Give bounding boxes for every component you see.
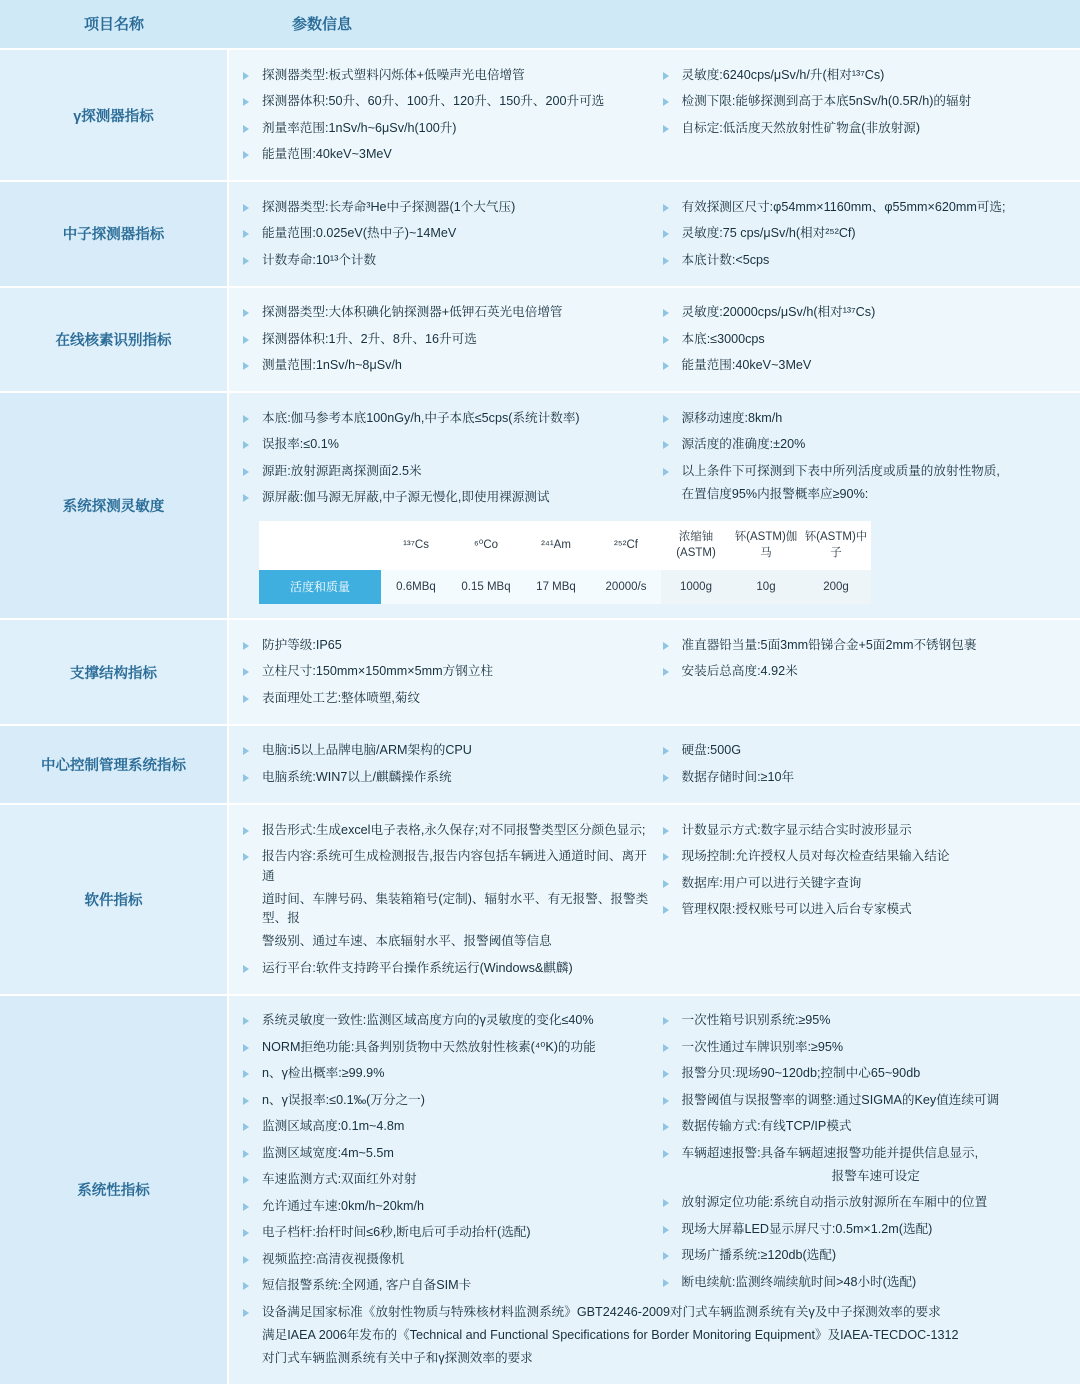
list-item: 以上条件下可探测到下表中所列活度或质量的放射性物质, (681, 463, 1000, 478)
list-item: 源移动速度:8km/h (681, 410, 783, 425)
nuclide-row-label: 同位素或 SNM (259, 521, 381, 570)
list-item: 灵敏度:75 cps/μSv/h(相对²⁵²Cf) (681, 226, 856, 241)
nuclide-head-cf252: ²⁵²Cf (591, 521, 661, 570)
table-row (0, 181, 1080, 287)
category-central-control-system: 中心控制管理系统指标 (0, 725, 228, 804)
list-item: 监测区域宽度:4m~5.5m (262, 1145, 394, 1160)
list-item: 车辆超速报警:具备车辆超速报警功能并提供信息显示, (681, 1145, 979, 1160)
list-item-continuation: 对门式车辆监测系统有关中子和γ探测效率的要求 (262, 1350, 533, 1365)
list-item: 本底:伽马参考本底100nGy/h,中子本底≤5cps(系统计数率) (262, 410, 580, 425)
list-item: 现场广播系统:≥120db(选配) (681, 1248, 837, 1263)
list-item: 短信报警系统:全网通, 客户自备SIM卡 (262, 1278, 472, 1293)
list-item: 源活度的准确度:±20% (681, 437, 806, 452)
list-item: NORM拒绝功能:具备判别货物中天然放射性核素(⁴⁰K)的功能 (262, 1039, 596, 1054)
list-item: 管理权限:授权账号可以进入后台专家模式 (681, 902, 912, 917)
list-item: 设备满足国家标准《放射性物质与特殊核材料监测系统》GBT24246-2009对门式车辆监测系统有关γ及中子探测效率的要求 (262, 1304, 941, 1319)
list-item-continuation: 在置信度95%内报警概率应≥90%: (681, 486, 869, 501)
nuclide-head-pu-gamma: 钚(ASTM)伽马 (731, 521, 801, 570)
nuclide-head-am241: ²⁴¹Am (521, 521, 591, 570)
table-row (0, 619, 1080, 725)
list-item: 视频监控:高清夜视摄像机 (262, 1251, 405, 1266)
column-right (657, 817, 1071, 982)
list-item: 立柱尺寸:150mm×150mm×5mm方钢立柱 (262, 664, 493, 679)
category-software: 软件指标 (0, 804, 228, 995)
section-body-central-control-system (228, 725, 1080, 804)
list-item: 自标定:低活度天然放射性矿物盒(非放射源) (681, 120, 921, 135)
list-item: 探测器体积:50升、60升、100升、120升、150升、200升可选 (262, 94, 605, 109)
nuclide-activity-table (259, 521, 871, 604)
list-item: 一次性通过车牌识别率:≥95% (681, 1039, 844, 1054)
list-item: n、γ误报率:≤0.1‰(万分之一) (262, 1092, 425, 1107)
table-row (0, 995, 1080, 1385)
list-item: 监测区域高度:0.1m~4.8m (262, 1119, 405, 1134)
list-item: 探测器类型:板式塑料闪烁体+低噪声光电倍增管 (262, 67, 525, 82)
list-item-continuation: 道时间、车牌号码、集装箱箱号(定制)、辐射水平、有无报警、报警类型、报 (262, 891, 649, 926)
list-item: 防护等级:IP65 (262, 637, 342, 652)
section-body-online-nuclide-identification (228, 287, 1080, 393)
list-item: 探测器类型:长寿命³He中子探测器(1个大气压) (262, 199, 516, 214)
list-item: 探测器体积:1升、2升、8升、16升可选 (262, 331, 477, 346)
list-item: 报告内容:系统可生成检测报告,报告内容包括车辆进入通道时间、离开通 (262, 849, 647, 883)
nuclide-head-pu-neutron: 钚(ASTM)中子 (801, 521, 871, 570)
list-item: 能量范围:40keV~3MeV (681, 358, 812, 373)
category-neutron-detector: 中子探测器指标 (0, 181, 228, 287)
list-item: 测量范围:1nSv/h~8μSv/h (262, 358, 402, 373)
nuclide-value-row (259, 570, 871, 604)
list-item-continuation: 满足IAEA 2006年发布的《Technical and Functional Specifications for Border Monitoring Equipment》及IAEA-TECDOC-1312 (262, 1327, 959, 1342)
list-item: 检测下限:能够探测到高于本底5nSv/h(0.5R/h)的辐射 (681, 94, 972, 109)
list-item: 放射源定位功能:系统自动指示放射源所在车厢中的位置 (681, 1195, 988, 1210)
list-item: 断电续航:监测终端续航时间>48小时(选配) (681, 1274, 917, 1289)
list-item: 剂量率范围:1nSv/h~6μSv/h(100升) (262, 120, 457, 135)
nuclide-head-co60: ⁶⁰Co (451, 521, 521, 570)
nuclide-header-row (259, 521, 871, 570)
section-body-system-characteristics (228, 995, 1080, 1385)
list-item: 一次性箱号识别系统:≥95% (681, 1013, 831, 1028)
list-item: 报告形式:生成excel电子表格,永久保存;对不同报警类型区分颜色显示; (262, 822, 646, 837)
category-system-characteristics: 系统性指标 (0, 995, 228, 1385)
column-right (657, 1008, 1071, 1300)
list-item: 探测器类型:大体积碘化钠探测器+低钾石英光电倍增管 (262, 305, 563, 320)
column-left (243, 817, 657, 982)
table-row (0, 804, 1080, 995)
list-item-continuation: 警级别、通过车速、本底辐射水平、报警阈值等信息 (262, 934, 552, 949)
list-item: 有效探测区尺寸:φ54mm×1160mm、φ55mm×620mm可选; (681, 199, 1006, 214)
nuclide-value-pu-gamma: 10g (731, 570, 801, 604)
nuclide-value-co60: 0.15 MBq (451, 570, 521, 604)
nuclide-value-pu-neutron: 200g (801, 570, 871, 604)
column-right (657, 632, 1071, 712)
list-item: n、γ检出概率:≥99.9% (262, 1066, 385, 1081)
list-item: 计数显示方式:数字显示结合实时波形显示 (681, 822, 912, 837)
list-item: 灵敏度:20000cps/μSv/h(相对¹³⁷Cs) (681, 305, 876, 320)
category-support-structure: 支撑结构指标 (0, 619, 228, 725)
list-item: 数据存储时间:≥10年 (681, 770, 795, 784)
category-system-detection-sensitivity: 系统探测灵敏度 (0, 392, 228, 619)
list-item: 本底计数:<5cps (681, 252, 770, 267)
nuclide-row-label: 活度和质量 (259, 570, 381, 604)
list-item: 能量范围:0.025eV(热中子)~14MeV (262, 226, 457, 241)
list-item: 硬盘:500G (681, 743, 741, 758)
list-item: 车速监测方式:双面红外对射 (262, 1172, 417, 1187)
standards-compliance-block (243, 1299, 1070, 1372)
table-row (0, 725, 1080, 804)
list-item: 源距:放射源距离探测面2.5米 (262, 463, 422, 478)
nuclide-value-am241: 17 MBq (521, 570, 591, 604)
table-header-row (0, 0, 1080, 49)
column-right (657, 194, 1071, 274)
section-body-neutron-detector (228, 181, 1080, 287)
nuclide-head-cs137: ¹³⁷Cs (381, 521, 451, 570)
list-item: 安装后总高度:4.92米 (681, 664, 798, 679)
list-item: 运行平台:软件支持跨平台操作系统运行(Windows&麒麟) (262, 960, 573, 975)
list-item: 现场控制:允许授权人员对每次检查结果输入结论 (681, 849, 950, 864)
nuclide-value-cf252: 20000/s (591, 570, 661, 604)
category-gamma-detector: γ探测器指标 (0, 49, 228, 181)
list-item: 电脑系统:WIN7以上/麒麟操作系统 (262, 770, 452, 784)
list-item: 表面理处工艺:整体喷塑,菊纹 (262, 690, 421, 705)
column-left (243, 632, 657, 712)
column-right (657, 405, 1071, 511)
column-right (657, 738, 1071, 791)
list-item: 误报率:≤0.1% (262, 437, 339, 452)
column-left (243, 405, 657, 511)
column-left (243, 62, 657, 168)
list-item-continuation: 报警车速可设定 (831, 1168, 920, 1183)
table-row (0, 287, 1080, 393)
nuclide-value-heu: 1000g (661, 570, 731, 604)
section-body-support-structure (228, 619, 1080, 725)
nuclide-value-cs137: 0.6MBq (381, 570, 451, 604)
column-left (243, 300, 657, 380)
section-body-gamma-detector (228, 49, 1080, 181)
list-item: 允许通过车速:0km/h~20km/h (262, 1198, 425, 1213)
list-item: 源屏蔽:伽马源无屏蔽,中子源无慢化,即使用裸源测试 (262, 490, 550, 505)
column-right (657, 300, 1071, 380)
list-item: 电脑:i5以上品牌电脑/ARM架构的CPU (262, 743, 472, 758)
list-item: 本底:≤3000cps (681, 331, 765, 346)
list-item: 数据传输方式:有线TCP/IP模式 (681, 1119, 852, 1134)
list-item: 灵敏度:6240cps/μSv/h/升(相对¹³⁷Cs) (681, 67, 885, 82)
table-row (0, 392, 1080, 619)
list-item: 系统灵敏度一致性:监测区域高度方向的γ灵敏度的变化≤40% (262, 1013, 594, 1028)
column-left (243, 1008, 657, 1300)
list-item: 电子档杆:抬杆时间≤6秒,断电后可手动抬杆(选配) (262, 1225, 531, 1240)
column-right (657, 62, 1071, 168)
list-item: 数据库:用户可以进行关键字查询 (681, 875, 862, 890)
table-row (0, 49, 1080, 181)
column-left (243, 738, 657, 791)
category-online-nuclide-identification: 在线核素识别指标 (0, 287, 228, 393)
column-left (243, 194, 657, 274)
list-item: 准直器铅当量:5面3mm铅锑合金+5面2mm不锈钢包裹 (681, 637, 977, 652)
nuclide-head-heu: 浓缩铀(ASTM) (661, 521, 731, 570)
list-item: 报警分贝:现场90~120db;控制中心65~90db (681, 1066, 921, 1081)
header-project-name: 项目名称 (0, 0, 228, 49)
list-item: 报警阈值与误报警率的调整:通过SIGMA的Key值连续可调 (681, 1092, 1000, 1107)
header-parameter-info: 参数信息 (228, 0, 1080, 49)
list-item: 现场大屏幕LED显示屏尺寸:0.5m×1.2m(选配) (681, 1221, 933, 1236)
list-item: 能量范围:40keV~3MeV (262, 147, 392, 162)
section-body-software (228, 804, 1080, 995)
section-body-system-detection-sensitivity (228, 392, 1080, 619)
list-item: 计数寿命:10¹³个计数 (262, 252, 377, 267)
